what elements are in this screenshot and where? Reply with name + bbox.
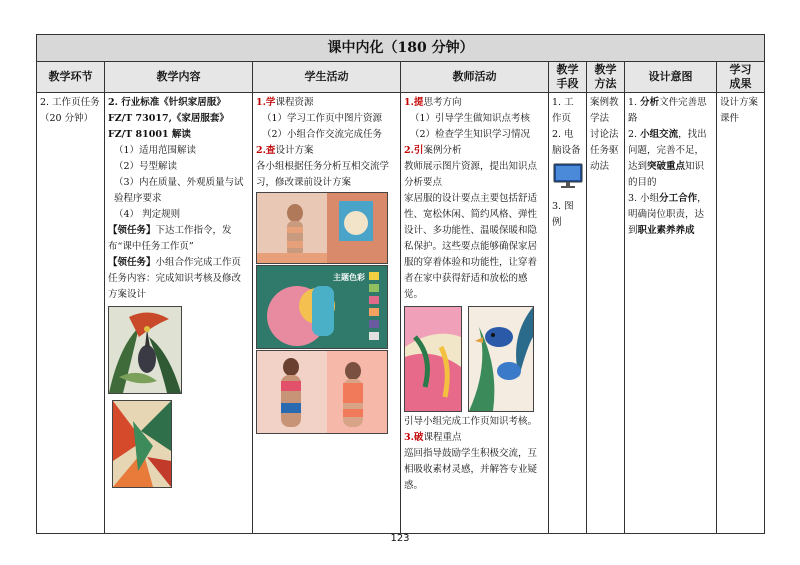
standard-title: 2. 行业标准《针织家居服》FZ/T 73017,《家居服套》FZ/T 81001 解读 — [108, 97, 229, 140]
lead-task-2: 【领任务】小组合作完成工作页任务内容：完成知识考核及修改方案设计 — [108, 257, 242, 300]
cell-intent — [625, 93, 717, 534]
leaf-pattern-illustration — [113, 401, 171, 487]
cell-content — [105, 93, 253, 534]
header-content: 教学内容 — [105, 62, 253, 93]
crane-illustration — [109, 307, 181, 393]
intent-3: 3. 小组分工合作，明确岗位职责，达到职业素养养成 — [628, 193, 707, 236]
content-item: （4） 判定规则 — [114, 209, 181, 220]
header-teacher: 教师活动 — [401, 62, 549, 93]
monitor-icon — [553, 163, 583, 189]
tropical-print-image-2 — [112, 400, 172, 488]
student-item: （2）小组合作交流完成任务 — [262, 129, 383, 140]
student-step-2: 2.查设计方案 — [256, 145, 314, 156]
method-item: 案例教学法 — [590, 97, 619, 124]
content-item: （1）适用范围解读 — [114, 145, 197, 156]
lead-task-1: 【领任务】下达工作指令，发布“课中任务工作页” — [108, 225, 232, 252]
header-means: 教学 手段 — [549, 62, 587, 93]
teacher-step-2-text: 教师展示图片资源，提出知识点分析要点 — [404, 161, 538, 188]
content-item: （3）内在质量、外观质量与试验程序要求 — [114, 177, 244, 204]
cell-means — [549, 93, 587, 534]
header-outcome: 学习 成果 — [717, 62, 765, 93]
cell-outcome: 设计方案课件 — [717, 93, 765, 534]
theme-color-board — [256, 265, 388, 349]
student-step-2-text: 各小组根据任务分析互相交流学习，修改课前设计方案 — [256, 161, 390, 188]
teacher-item: （2）检查学生知识学习情况 — [410, 129, 531, 140]
swimwear-illustration-2 — [257, 351, 387, 433]
parrot-illustration — [469, 307, 533, 411]
header-student: 学生活动 — [253, 62, 401, 93]
teacher-step-3-text: 巡回指导鼓励学生积极交流，互相吸收素材灵感，并解答专业疑惑。 — [404, 448, 538, 491]
cell-teacher — [401, 93, 549, 534]
swimwear-photo-2 — [256, 350, 388, 434]
case-illustration-1 — [405, 307, 461, 411]
page-number: 123 — [390, 533, 410, 544]
table-title: 课中内化（180 分钟） — [37, 35, 765, 62]
header-method: 教学 方法 — [587, 62, 625, 93]
swimwear-illustration-1 — [257, 193, 387, 263]
teacher-step-2-detail: 家居服的设计要点主要包括舒适性、宽松休闲、简约风格、弹性设计、多功能性、温暖保暖和隐私保护。这些要点能够确保家居服的穿着体验和功能性，让穿着者在家中获得舒适和放松的感觉。 — [404, 193, 538, 300]
case-image-1 — [404, 306, 462, 412]
method-item: 任务驱动法 — [590, 145, 619, 172]
swimwear-photo-1 — [256, 192, 388, 264]
header-phase: 教学环节 — [37, 62, 105, 93]
tropical-print-image-1 — [108, 306, 182, 394]
cell-method — [587, 93, 625, 534]
means-item: 1. 工作页 — [552, 97, 574, 124]
intent-1: 1. 分析文件完善思路 — [628, 97, 707, 124]
teacher-step-3: 3.破课程重点 — [404, 432, 462, 443]
case-image-2 — [468, 306, 534, 412]
theme-color-label: 主题色彩 — [333, 273, 365, 282]
cell-student — [253, 93, 401, 534]
cell-phase: 2. 工作页任务（20 分钟） — [37, 93, 105, 534]
method-item: 讨论法 — [590, 129, 619, 140]
means-item: 3. 图例 — [552, 201, 574, 228]
intent-2: 2. 小组交流，找出问题，完善不足，达到突破重点知识的目的 — [628, 129, 707, 188]
header-intent: 设计意图 — [625, 62, 717, 93]
student-step-1: 1.学课程资源 — [256, 97, 314, 108]
student-item: （1）学习工作页中图片资源 — [262, 113, 383, 124]
teacher-step-1: 1.提思考方向 — [404, 97, 462, 108]
teacher-item: （1）引导学生做知识点考核 — [410, 113, 531, 124]
theme-color-illustration — [257, 266, 387, 348]
teacher-guide: 引导小组完成工作页知识考核。 — [404, 416, 538, 427]
lesson-plan-table — [36, 34, 765, 534]
means-item: 2. 电脑设备 — [552, 129, 581, 156]
content-item: （2）号型解读 — [114, 161, 178, 172]
lesson-plan-page — [36, 34, 764, 534]
teacher-step-2: 2.引案例分析 — [404, 145, 462, 156]
